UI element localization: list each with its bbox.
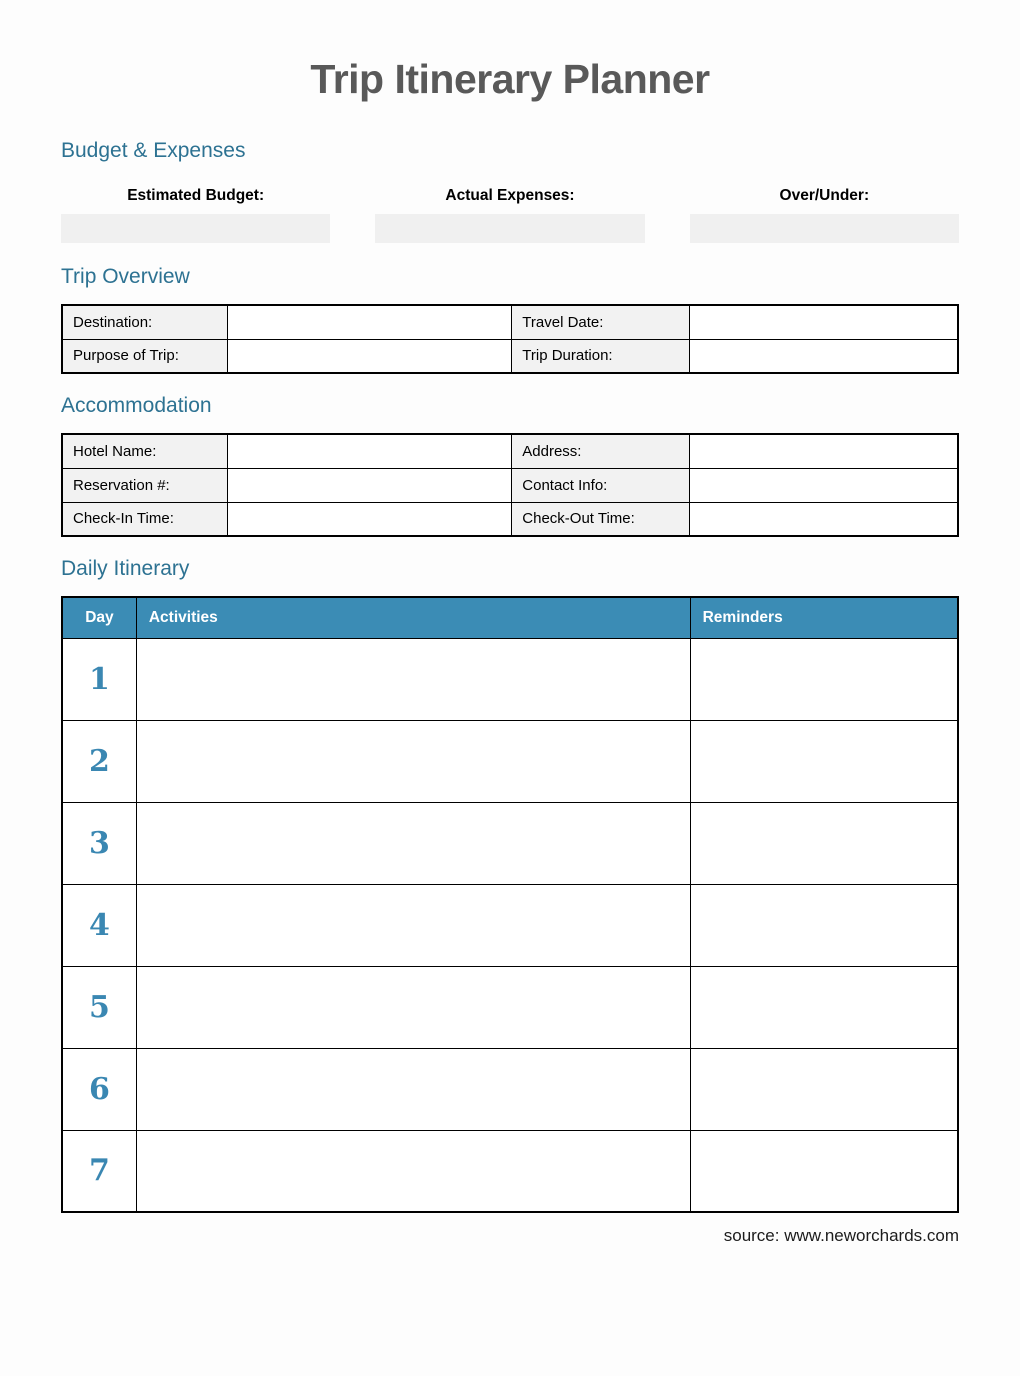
destination-value[interactable] — [228, 305, 512, 339]
purpose-of-trip-value[interactable] — [228, 339, 512, 373]
reminders-cell[interactable] — [690, 966, 958, 1048]
over-under-field — [690, 187, 959, 243]
reminders-cell[interactable] — [690, 802, 958, 884]
reminders-cell[interactable] — [690, 884, 958, 966]
reminders-cell[interactable] — [690, 1130, 958, 1212]
accommodation-table — [61, 433, 959, 537]
table-row — [62, 502, 958, 536]
address-value[interactable] — [689, 434, 958, 468]
destination-label: Destination: — [62, 305, 228, 339]
table-row — [62, 434, 958, 468]
activities-cell[interactable] — [136, 802, 690, 884]
trip-duration-label: Trip Duration: — [512, 339, 689, 373]
itinerary-row-day-6 — [62, 1048, 958, 1130]
estimated-budget-label: Estimated Budget: — [127, 187, 265, 204]
check-out-time-label: Check-Out Time: — [512, 502, 689, 536]
day-number: 6 — [62, 1048, 136, 1130]
travel-date-value[interactable] — [689, 305, 958, 339]
reservation-number-label: Reservation #: — [62, 468, 228, 502]
table-row — [62, 339, 958, 373]
source-attribution: source: www.neworchards.com — [723, 1226, 959, 1245]
reminders-cell[interactable] — [690, 638, 958, 720]
itinerary-row-day-3 — [62, 802, 958, 884]
contact-info-label: Contact Info: — [512, 468, 689, 502]
planner-page — [61, 56, 959, 1246]
itinerary-row-day-7 — [62, 1130, 958, 1212]
activities-cell[interactable] — [136, 1130, 690, 1212]
page-title: Trip Itinerary Planner — [310, 56, 710, 102]
daily-itinerary-table — [61, 596, 959, 1213]
address-label: Address: — [512, 434, 689, 468]
day-number: 1 — [62, 638, 136, 720]
itinerary-row-day-1 — [62, 638, 958, 720]
purpose-of-trip-label: Purpose of Trip: — [62, 339, 228, 373]
itinerary-row-day-2 — [62, 720, 958, 802]
itinerary-header-row — [62, 597, 958, 638]
trip-overview-heading: Trip Overview — [61, 265, 190, 288]
hotel-name-value[interactable] — [228, 434, 512, 468]
reminders-column-header: Reminders — [690, 597, 958, 638]
budget-section-heading: Budget & Expenses — [61, 139, 246, 162]
hotel-name-label: Hotel Name: — [62, 434, 228, 468]
trip-overview-table — [61, 304, 959, 374]
check-out-time-value[interactable] — [689, 502, 958, 536]
contact-info-value[interactable] — [689, 468, 958, 502]
activities-cell[interactable] — [136, 884, 690, 966]
actual-expenses-field — [375, 187, 644, 243]
reservation-number-value[interactable] — [228, 468, 512, 502]
estimated-budget-field — [61, 187, 330, 243]
reminders-cell[interactable] — [690, 720, 958, 802]
estimated-budget-input[interactable] — [61, 214, 330, 243]
table-row — [62, 305, 958, 339]
day-number: 3 — [62, 802, 136, 884]
activities-cell[interactable] — [136, 1048, 690, 1130]
over-under-input[interactable] — [690, 214, 959, 243]
itinerary-row-day-4 — [62, 884, 958, 966]
travel-date-label: Travel Date: — [512, 305, 689, 339]
accommodation-heading: Accommodation — [61, 394, 212, 417]
actual-expenses-input[interactable] — [375, 214, 644, 243]
trip-duration-value[interactable] — [689, 339, 958, 373]
table-row — [62, 468, 958, 502]
day-number: 4 — [62, 884, 136, 966]
daily-itinerary-heading: Daily Itinerary — [61, 557, 190, 580]
day-number: 2 — [62, 720, 136, 802]
budget-fields-row — [61, 187, 959, 243]
day-column-header: Day — [62, 597, 136, 638]
check-in-time-value[interactable] — [228, 502, 512, 536]
activities-cell[interactable] — [136, 966, 690, 1048]
activities-cell[interactable] — [136, 720, 690, 802]
reminders-cell[interactable] — [690, 1048, 958, 1130]
over-under-label: Over/Under: — [779, 187, 870, 204]
day-number: 7 — [62, 1130, 136, 1212]
actual-expenses-label: Actual Expenses: — [445, 187, 575, 204]
day-number: 5 — [62, 966, 136, 1048]
check-in-time-label: Check-In Time: — [62, 502, 228, 536]
activities-column-header: Activities — [136, 597, 690, 638]
itinerary-row-day-5 — [62, 966, 958, 1048]
activities-cell[interactable] — [136, 638, 690, 720]
